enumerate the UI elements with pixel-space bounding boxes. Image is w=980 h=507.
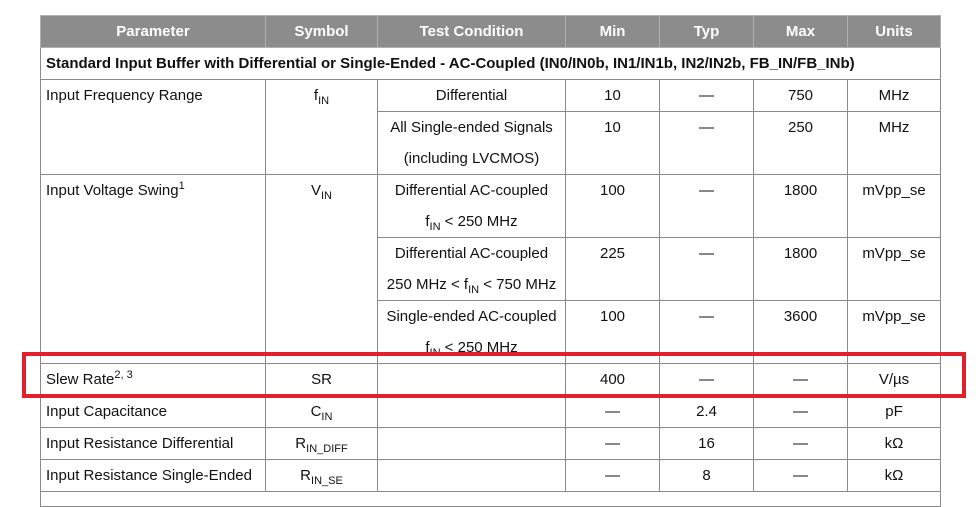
table-row [41,175,941,238]
condition-line: Differential AC-coupled [394,182,549,199]
condition-line: All Single-ended Signals [390,119,553,136]
units-cell: mVpp_se [848,175,941,238]
typ-cell: — [660,80,754,112]
symbol-text: C [310,403,322,420]
table-row-cut [41,492,941,507]
max-cell: — [754,460,848,492]
typ-cell: — [660,364,754,396]
symbol-cell [266,428,378,460]
header-typ: Typ [660,16,754,48]
table-row-slew-rate [41,364,941,396]
typ-cell: 8 [660,460,754,492]
typ-cell: — [660,301,754,364]
header-max: Max [754,16,848,48]
typ-cell: — [660,238,754,301]
header-row [41,16,941,48]
symbol-cell [266,175,378,364]
max-cell: — [754,364,848,396]
typ-cell: 16 [660,428,754,460]
symbol-subscript: IN_DIFF [306,443,348,455]
header-symbol: Symbol [266,16,378,48]
units-cell: pF [848,396,941,428]
max-cell: — [754,396,848,428]
param-text: Input Voltage Swing [46,182,179,199]
units-cell: V/µs [848,364,941,396]
min-cell: — [566,460,660,492]
condition-cell [378,460,566,492]
units-cell: kΩ [848,428,941,460]
max-cell: 250 [754,112,848,175]
header-test-condition: Test Condition [378,16,566,48]
symbol-subscript: IN [318,95,330,107]
table-row [41,80,941,112]
min-cell: — [566,396,660,428]
header-units: Units [848,16,941,48]
units-cell: mVpp_se [848,301,941,364]
table-row [41,460,941,492]
condition-cell [378,112,566,175]
min-cell: 100 [566,301,660,364]
symbol-text: R [300,467,312,484]
param-cell [41,175,266,364]
header-parameter: Parameter [41,16,266,48]
spec-table [40,15,941,507]
footnote-ref: 2, 3 [114,369,133,381]
units-cell: kΩ [848,460,941,492]
max-cell: — [754,428,848,460]
min-cell: 400 [566,364,660,396]
symbol-cell [266,396,378,428]
condition-cell [378,428,566,460]
symbol-cell: SR [266,364,378,396]
condition-cell [378,175,566,238]
table-row [41,428,941,460]
condition-cell: Differential [378,80,566,112]
condition-line: $f_{IN} < 250$ MHz [425,339,518,359]
min-cell: 225 [566,238,660,301]
max-cell: 1800 [754,175,848,238]
symbol-cell [266,460,378,492]
typ-cell: 2.4 [660,396,754,428]
min-cell: 10 [566,80,660,112]
symbol-text: R [295,435,307,452]
symbol-text: f [313,87,319,104]
condition-line: (including LVCMOS) [403,150,540,167]
condition-line: Single-ended AC-coupled [386,308,557,325]
units-cell: MHz [848,112,941,175]
param-cell: Input Resistance Differential [41,428,266,460]
typ-cell: — [660,175,754,238]
param-cell: Input Capacitance [41,396,266,428]
condition-cell [378,238,566,301]
min-cell: 10 [566,112,660,175]
max-cell: 3600 [754,301,848,364]
symbol-cell [266,80,378,175]
param-cell: Input Frequency Range [41,80,266,175]
symbol-subscript: IN_SE [311,475,343,487]
symbol-text: V [310,182,321,199]
symbol-subscript: IN [321,190,332,202]
footnote-ref: 1 [178,180,185,192]
min-cell: 100 [566,175,660,238]
condition-line: $f_{IN} < 250$ MHz [425,213,518,233]
symbol-subscript: IN [321,411,333,423]
param-text: Slew Rate [46,371,115,388]
section-row [41,48,941,80]
cut-off-row [41,492,941,507]
units-cell: MHz [848,80,941,112]
param-cell [41,364,266,396]
condition-cell [378,364,566,396]
min-cell: — [566,428,660,460]
typ-cell: — [660,112,754,175]
condition-cell [378,396,566,428]
param-cell: Input Resistance Single-Ended [41,460,266,492]
header-min: Min [566,16,660,48]
max-cell: 750 [754,80,848,112]
max-cell: 1800 [754,238,848,301]
condition-line: Differential AC-coupled [394,245,549,262]
condition-cell [378,301,566,364]
units-cell: mVpp_se [848,238,941,301]
section-title: Standard Input Buffer with Differential or Single-Ended - AC-Coupled (IN0/IN0b, IN1/IN1b, IN2/IN2b, FB_IN/FB_INb) [41,48,941,80]
table-row [41,396,941,428]
condition-line: 250 MHz < $f_{IN} < 750$ MHz [386,276,557,296]
